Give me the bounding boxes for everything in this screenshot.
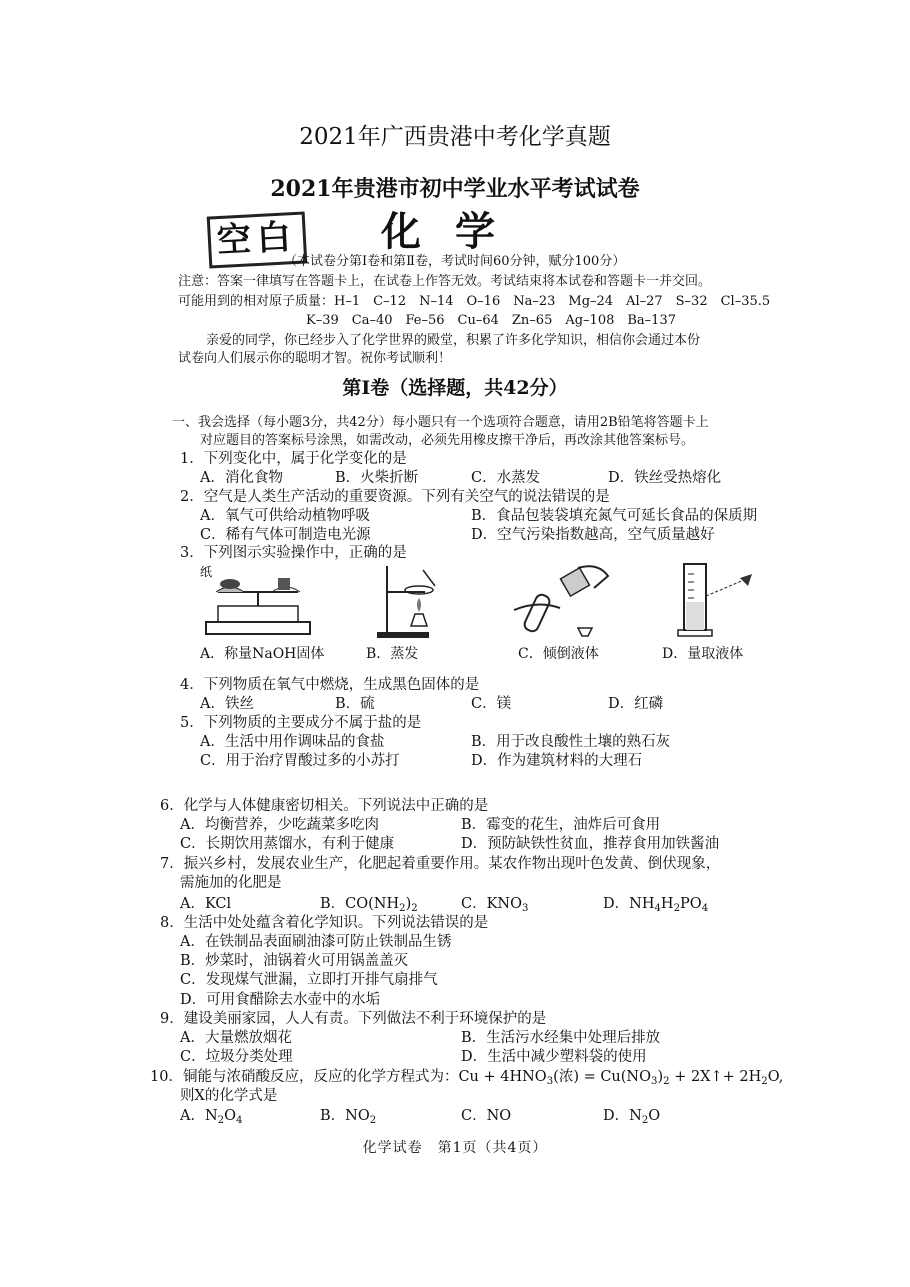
q7-stem: 7．振兴乡村，发展农业生产，化肥起着重要作用。某农作物出现叶色发黄、倒伏现象， (160, 856, 721, 872)
q3-option-b: B．蒸发 (366, 646, 419, 662)
q8-option-a: A．在铁制品表面刷油漆可防止铁制品生锈 (180, 934, 452, 950)
q10-stem: 10．铜能与浓硝酸反应，反应的化学方程式为：$Cu + 4HNO_3$(浓) = $Cu(NO_3)_2$ + 2X↑+ $2H_2O$, (150, 1069, 784, 1087)
exam-info: （本试卷分第Ⅰ卷和第Ⅱ卷，考试时间60分钟，赋分100分） (284, 254, 626, 269)
q5-option-a: A．生活中用作调味品的食盐 (200, 734, 385, 750)
q10-option-a: A．$N_2O_4$ (180, 1108, 243, 1126)
q8-option-b: B．炒菜时，油锅着火可用锅盖盖灭 (180, 953, 409, 969)
q2-option-a: A．氧气可供给动植物呼吸 (200, 508, 370, 524)
q5-option-c: C．用于治疗胃酸过多的小苏打 (200, 753, 400, 769)
section-instructions-line2: 对应题目的答案标号涂黑，如需改动，必须先用橡皮擦干净后，再改涂其他答案标号。 (200, 433, 695, 448)
q1-option-a: A．消化食物 (200, 470, 283, 486)
document-title: 2021年广西贵港中考化学真题 (299, 124, 611, 150)
q5-option-b: B．用于改良酸性土壤的熟石灰 (471, 734, 671, 750)
notice: 注意：答案一律填写在答题卡上，在试卷上作答无效。考试结束将本试卷和答题卡一并交回。 (178, 274, 712, 289)
q6-option-a: A．均衡营养，少吃蔬菜多吃肉 (180, 817, 379, 833)
page-footer: 化学试卷 第1页（共4页） (362, 1140, 548, 1156)
greeting-line1: 亲爱的同学，你已经步入了化学世界的殿堂，积累了许多化学知识，相信你会通过本份 (206, 333, 701, 348)
subject-title: 化学 (381, 208, 529, 255)
balance-weighing-figure (198, 562, 318, 640)
section-instructions-line1: 一、我会选择（每小题3分，共42分）每小题只有一个选项符合题意，请用2B铅笔将答题卡上 (172, 415, 709, 430)
q9-option-d: D．生活中减少塑料袋的使用 (461, 1049, 647, 1065)
pouring-liquid-figure (508, 562, 618, 642)
atomic-masses-line2: K–39 Ca–40 Fe–56 Cu–64 Zn–65 Ag–108 Ba–137 (306, 313, 676, 328)
q10-option-c: C．NO (461, 1108, 512, 1124)
q3-option-d: D．量取液体 (662, 646, 744, 662)
q7-option-b: B．$CO(NH_2)_2$ (320, 896, 418, 914)
q6-stem: 6．化学与人体健康密切相关。下列说法中正确的是 (160, 798, 489, 814)
q4-option-a: A．铁丝 (200, 696, 254, 712)
q6-option-b: B．霉变的花生，油炸后可食用 (461, 817, 661, 833)
q7-option-c: C．$KNO_3$ (461, 896, 529, 914)
q9-option-a: A．大量燃放烟花 (180, 1030, 292, 1046)
q5-stem: 5．下列物质的主要成分不属于盐的是 (180, 715, 422, 731)
q10-option-b: B．$NO_2$ (320, 1108, 377, 1126)
q7-option-d: D．$NH_4H_2PO_4$ (603, 896, 709, 914)
q10-option-d: D．$N_2O$ (603, 1108, 661, 1126)
q1-option-d: D．铁丝受热熔化 (608, 470, 722, 486)
q8-option-d: D．可用食醋除去水壶中的水垢 (180, 992, 381, 1008)
q7-stem-line2: 需施加的化肥是 (180, 875, 282, 891)
q9-stem: 9．建设美丽家园，人人有责。下列做法不利于环境保护的是 (160, 1011, 547, 1027)
q10-stem-line2: 则X的化学式是 (180, 1088, 278, 1104)
q3-option-c: C．倾倒液体 (518, 646, 599, 662)
q6-option-d: D．预防缺铁性贫血，推荐食用加铁酱油 (461, 836, 720, 852)
q4-option-c: C．镁 (471, 696, 512, 712)
blank-stamp: 空白 (207, 211, 308, 268)
q3-stem: 3．下列图示实验操作中，正确的是 (180, 545, 407, 561)
q2-option-c: C．稀有气体可制造电光源 (200, 527, 371, 543)
q4-option-d: D．红磷 (608, 696, 664, 712)
q9-option-c: C．垃圾分类处理 (180, 1049, 293, 1065)
q8-option-c: C．发现煤气泄漏，立即打开排气扇排气 (180, 972, 438, 988)
q8-stem: 8．生活中处处蕴含着化学知识。下列说法错误的是 (160, 915, 489, 931)
atomic-masses-line1: 可能用到的相对原子质量：H–1 C–12 N–14 O–16 Na–23 Mg–24 Al–27 S–32 Cl–35.5 (178, 294, 771, 309)
q9-option-b: B．生活污水经集中处理后排放 (461, 1030, 661, 1046)
q5-option-d: D．作为建筑材料的大理石 (471, 753, 643, 769)
q2-option-d: D．空气污染指数越高，空气质量越好 (471, 527, 715, 543)
graduated-cylinder-figure (676, 562, 766, 640)
q1-stem: 1．下列变化中，属于化学变化的是 (180, 451, 407, 467)
section-heading: 第Ⅰ卷（选择题，共42分） (342, 377, 568, 399)
q4-option-b: B．硫 (335, 696, 375, 712)
evaporation-figure (375, 562, 455, 640)
paper-label: 纸 (200, 565, 213, 579)
q2-option-b: B．食品包装袋填充氮气可延长食品的保质期 (471, 508, 758, 524)
q2-stem: 2．空气是人类生产活动的重要资源。下列有关空气的说法错误的是 (180, 489, 610, 505)
q4-stem: 4．下列物质在氧气中燃烧，生成黑色固体的是 (180, 677, 480, 693)
q7-option-a: A．KCl (180, 896, 232, 912)
q1-option-c: C．水蒸发 (471, 470, 541, 486)
exam-title: 2021年贵港市初中学业水平考试试卷 (270, 176, 640, 202)
q6-option-c: C．长期饮用蒸馏水，有利于健康 (180, 836, 395, 852)
greeting-line2: 试卷向人们展示你的聪明才智。祝你考试顺利！ (178, 351, 452, 366)
q3-option-a: A．称量NaOH固体 (200, 646, 325, 662)
q1-option-b: B．火柴折断 (335, 470, 419, 486)
